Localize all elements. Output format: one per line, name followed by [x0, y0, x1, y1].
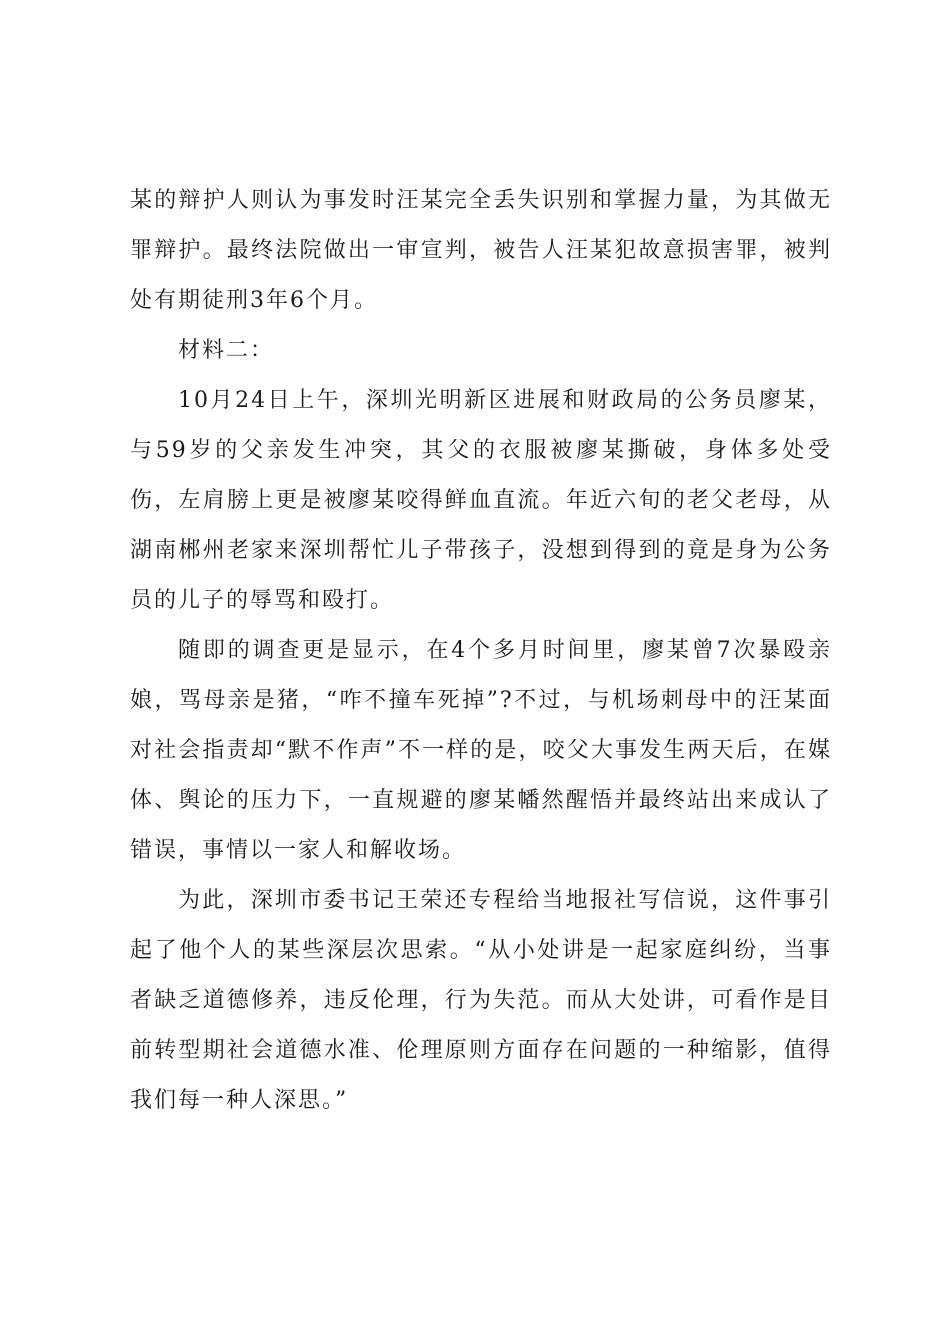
- paragraph-secretary-letter: 为此，深圳市委书记王荣还专程给当地报社写信说，这件事引起了他个人的某些深层次思索。“从小处讲是一起家庭纠纷，当事者缺乏道德修养，违反伦理，行为失范。而从大处讲，可看作是目前转型期社会道德水准、伦理原则方面存在问题的一种缩影，值得我们每一种人深思。”: [130, 888, 832, 1113]
- paragraph-investigation: 随即的调查更是显示，在4个多月时间里，廖某曾7次暴殴亲娘，骂母亲是猪，“咋不撞车死掉”?不过，与机场刺母中的汪某面对社会指责却“默不作声”不一样的是，咬父大事发生两天后，在媒体、舆论的压力下，一直规避的廖某幡然醒悟并最终站出来成认了错误，事情以一家人和解收场。: [130, 638, 832, 863]
- document-page: [130, 176, 832, 1126]
- section-heading-material-two: 材料二：: [178, 338, 275, 363]
- paragraph-continuation: 某的辩护人则认为事发时汪某完全丢失识别和掌握力量，为其做无罪辩护。最终法院做出一审宣判，被告人汪某犯故意损害罪，被判处有期徒刑3年6个月。: [130, 188, 832, 313]
- paragraph-incident: 10月24日上午，深圳光明新区进展和财政局的公务员廖某，与59岁的父亲发生冲突，其父的衣服被廖某撕破，身体多处受伤，左肩膀上更是被廖某咬得鲜血直流。年近六旬的老父老母，从湖南郴州老家来深圳帮忙儿子带孩子，没想到得到的竟是身为公务员的儿子的辱骂和殴打。: [130, 388, 832, 613]
